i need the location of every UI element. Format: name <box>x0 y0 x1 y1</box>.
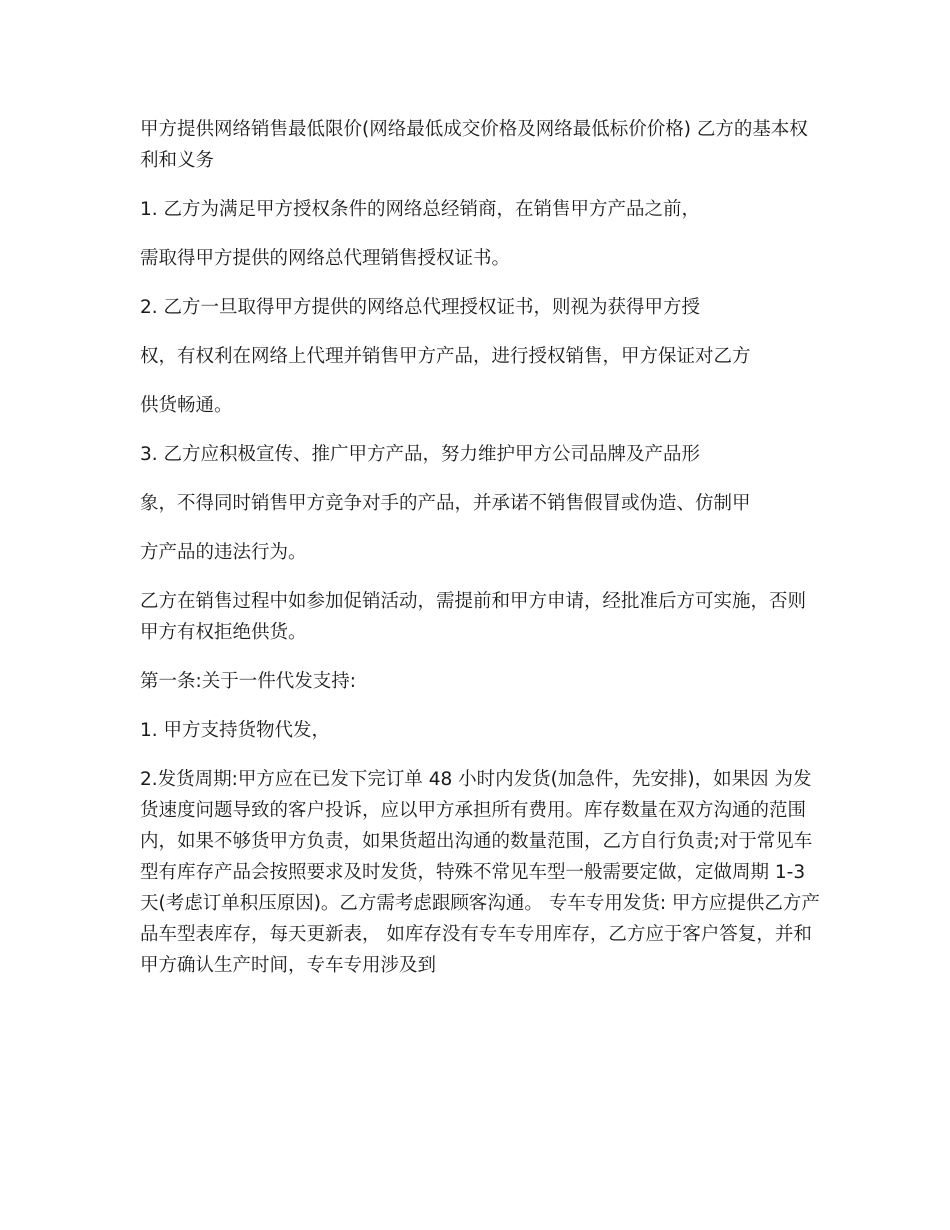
paragraph-clause-1b: 需取得甲方提供的网络总代理销售授权证书。 <box>140 248 511 269</box>
document-body <box>140 114 820 999</box>
paragraph-clause-2c: 供货畅通。 <box>140 395 233 416</box>
paragraph-intro: 甲方提供网络销售最低限价(网络最低成交价格及网络最低标价价格) 乙方的基本权利和义务 <box>140 119 808 171</box>
paragraph-clause-2a: 2. 乙方一旦取得甲方提供的网络总代理授权证书，则视为获得甲方授 <box>140 297 701 318</box>
paragraph-clause-3a: 3. 乙方应积极宣传、推广甲方产品，努力维护甲方公司品牌及产品形 <box>140 444 701 465</box>
paragraph-clause-3c: 方产品的违法行为。 <box>140 542 307 563</box>
paragraph-promotion: 乙方在销售过程中如参加促销活动，需提前和甲方申请，经批准后方可实施，否则甲方有权拒绝供货。 <box>140 591 807 643</box>
paragraph-article-1-item-1: 1. 甲方支持货物代发， <box>140 720 331 741</box>
paragraph-clause-1a: 1. 乙方为满足甲方授权条件的网络总经销商，在销售甲方产品之前， <box>140 199 701 220</box>
paragraph-clause-2b: 权，有权利在网络上代理并销售甲方产品，进行授权销售，甲方保证对乙方 <box>140 346 751 367</box>
paragraph-article-1-item-2: 2.发货周期:甲方应在已发下完订单 48 小时内发货(加急件，先安排)，如果因 为发货速度问题导致的客户投诉，应以甲方承担所有费用。库存数量在双方沟通的范围内，如果不够货甲方负责，如果货超出沟通的数量范围，乙方自行负责;对于常见车型有库存产品会按照要求及时发货，特殊不常见车型一般需要定做，定做周期 1-3 天(考虑订单积压原因)。乙方需考虑跟顾客沟通。 专车专用发货: 甲方应提供乙方产品车型表库存，每天更新表， 如库存没有专车专用库存，乙方应于客户答复，并和甲方确认生产时间，专车专用涉及到 <box>140 769 820 976</box>
section-heading-article-1: 第一条:关于一件代发支持: <box>140 671 356 692</box>
paragraph-clause-3b: 象，不得同时销售甲方竞争对手的产品，并承诺不销售假冒或伪造、仿制甲 <box>140 493 751 514</box>
